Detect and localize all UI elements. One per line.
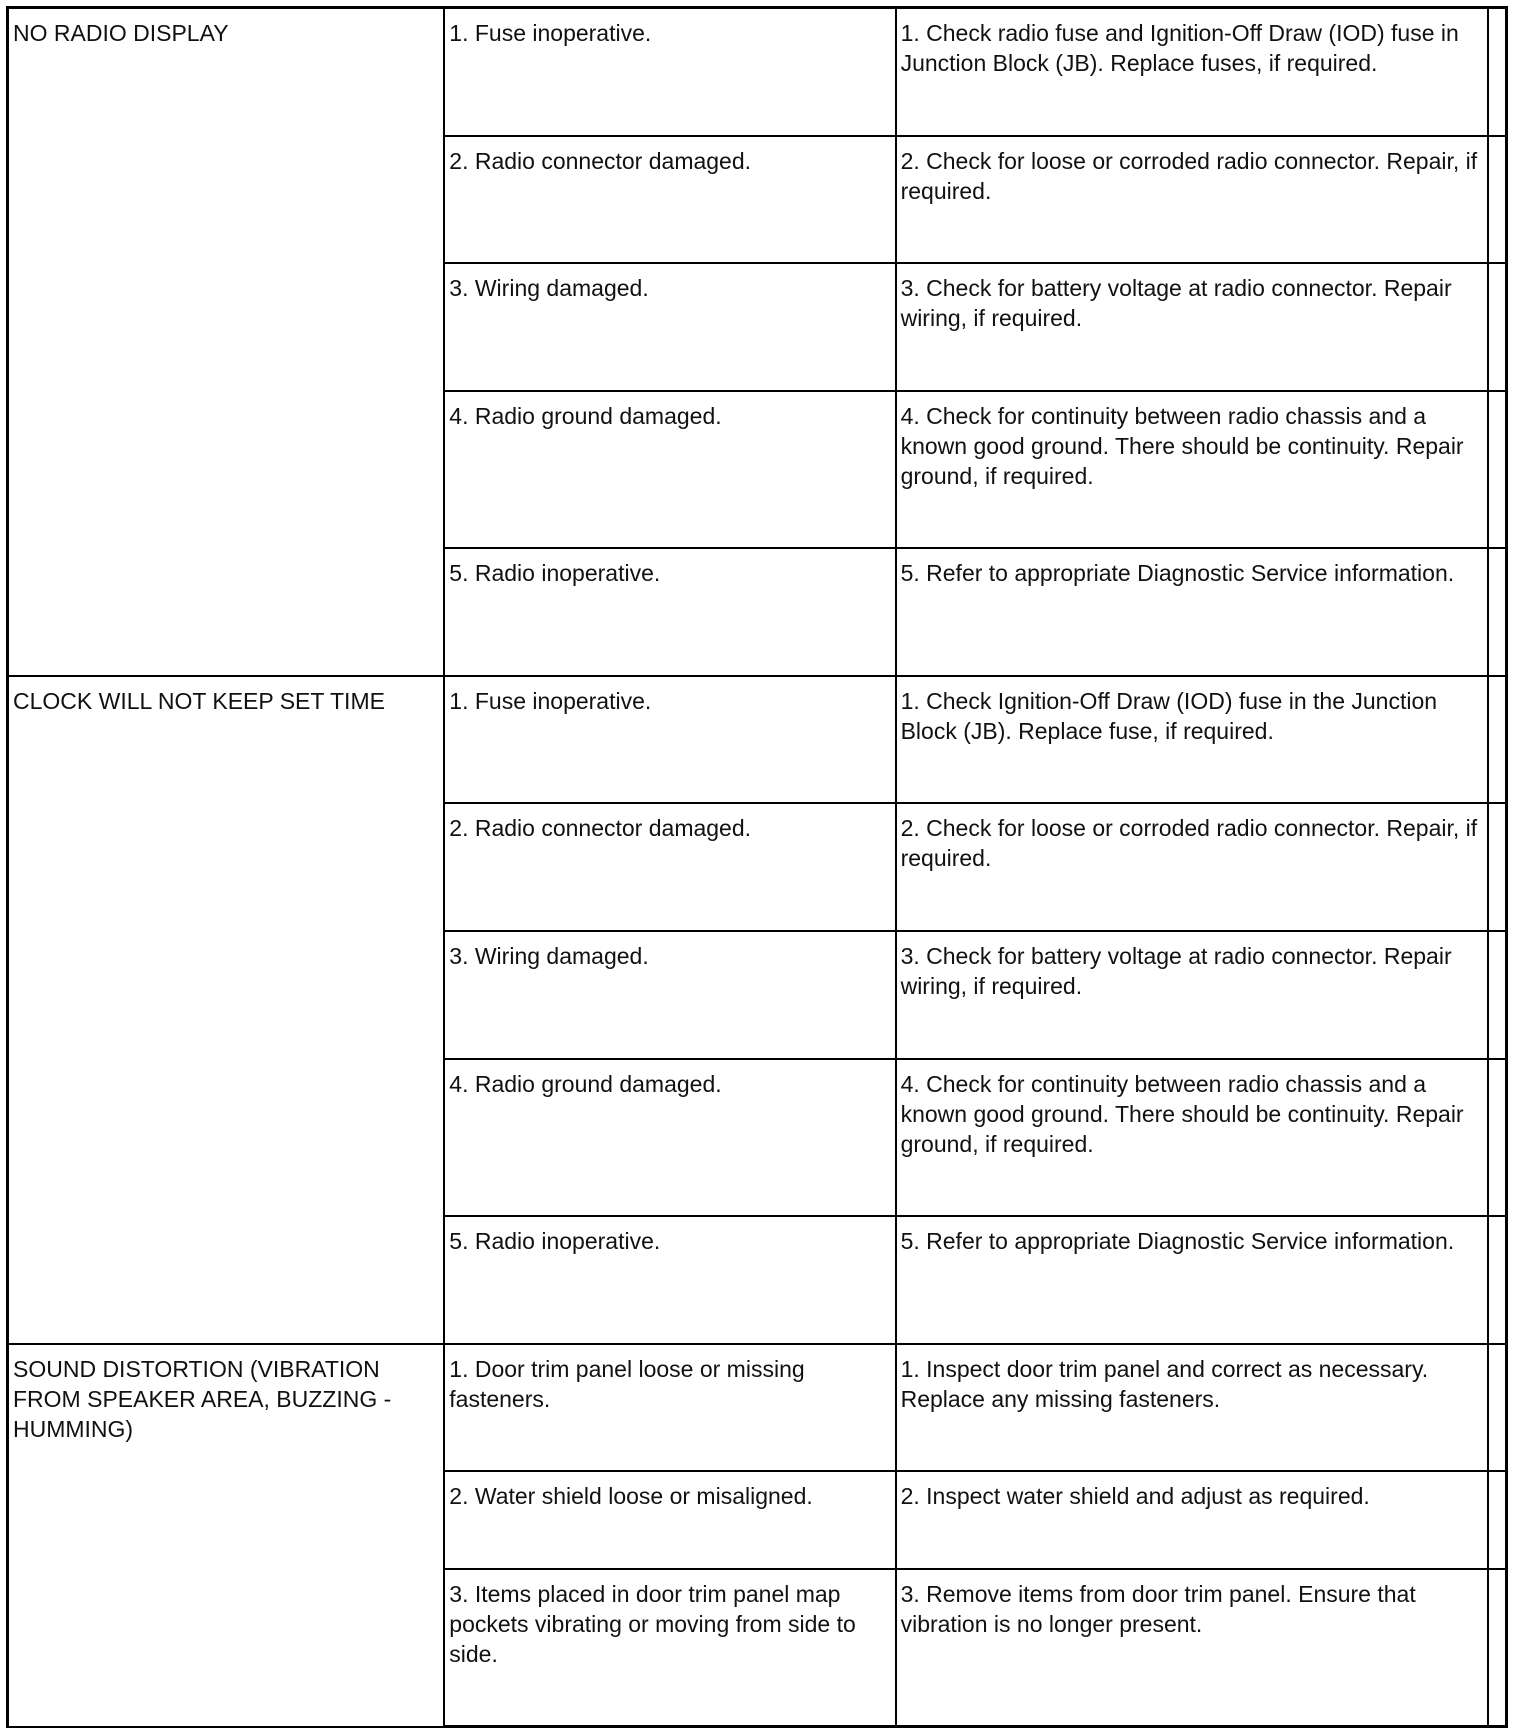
- blank-column-cell: [1488, 1569, 1507, 1727]
- cause-cell: 2. Water shield loose or misaligned.: [444, 1471, 895, 1569]
- action-cell: 2. Check for loose or corroded radio connector. Repair, if required.: [896, 803, 1488, 931]
- blank-column-cell: [1488, 676, 1507, 803]
- action-cell: 5. Refer to appropriate Diagnostic Service information.: [896, 1216, 1488, 1344]
- blank-column-cell: [1488, 8, 1507, 136]
- cause-cell: 1. Door trim panel loose or missing fasteners.: [444, 1344, 895, 1471]
- action-cell: 2. Inspect water shield and adjust as required.: [896, 1471, 1488, 1569]
- cause-cell: 4. Radio ground damaged.: [444, 1059, 895, 1216]
- blank-column-cell: [1488, 803, 1507, 931]
- cause-cell: 3. Wiring damaged.: [444, 931, 895, 1059]
- condition-cell: CLOCK WILL NOT KEEP SET TIME: [8, 676, 445, 1344]
- blank-column-cell: [1488, 1344, 1507, 1471]
- cause-cell: 3. Items placed in door trim panel map pockets vibrating or moving from side to side.: [444, 1569, 895, 1727]
- blank-column-cell: [1488, 263, 1507, 391]
- action-cell: 1. Check Ignition-Off Draw (IOD) fuse in the Junction Block (JB). Replace fuse, if required.: [896, 676, 1488, 803]
- blank-column-cell: [1488, 136, 1507, 263]
- table-row: [8, 676, 1507, 803]
- blank-column-cell: [1488, 1216, 1507, 1344]
- cause-cell: 1. Fuse inoperative.: [444, 676, 895, 803]
- cause-cell: 5. Radio inoperative.: [444, 548, 895, 676]
- action-cell: 4. Check for continuity between radio chassis and a known good ground. There should be continuity. Repair ground, if required.: [896, 391, 1488, 548]
- cause-cell: 4. Radio ground damaged.: [444, 391, 895, 548]
- cause-cell: 1. Fuse inoperative.: [444, 8, 895, 136]
- action-cell: 3. Check for battery voltage at radio connector. Repair wiring, if required.: [896, 931, 1488, 1059]
- action-cell: 1. Inspect door trim panel and correct as necessary. Replace any missing fasteners.: [896, 1344, 1488, 1471]
- blank-column-cell: [1488, 1059, 1507, 1216]
- blank-column-cell: [1488, 548, 1507, 676]
- cause-cell: 2. Radio connector damaged.: [444, 803, 895, 931]
- blank-column-cell: [1488, 931, 1507, 1059]
- action-cell: 1. Check radio fuse and Ignition-Off Draw (IOD) fuse in Junction Block (JB). Replace fuses, if required.: [896, 8, 1488, 136]
- action-cell: 3. Check for battery voltage at radio connector. Repair wiring, if required.: [896, 263, 1488, 391]
- table-row: [8, 1344, 1507, 1471]
- table-row: [8, 8, 1507, 136]
- blank-column-cell: [1488, 1471, 1507, 1569]
- cause-cell: 2. Radio connector damaged.: [444, 136, 895, 263]
- action-cell: 3. Remove items from door trim panel. Ensure that vibration is no longer present.: [896, 1569, 1488, 1727]
- condition-cell: NO RADIO DISPLAY: [8, 8, 445, 676]
- blank-column-cell: [1488, 391, 1507, 548]
- diagnosis-table: [6, 6, 1508, 1728]
- cause-cell: 5. Radio inoperative.: [444, 1216, 895, 1344]
- action-cell: 5. Refer to appropriate Diagnostic Service information.: [896, 548, 1488, 676]
- action-cell: 4. Check for continuity between radio chassis and a known good ground. There should be continuity. Repair ground, if required.: [896, 1059, 1488, 1216]
- condition-cell: SOUND DISTORTION (VIBRATION FROM SPEAKER AREA, BUZZING - HUMMING): [8, 1344, 445, 1727]
- action-cell: 2. Check for loose or corroded radio connector. Repair, if required.: [896, 136, 1488, 263]
- cause-cell: 3. Wiring damaged.: [444, 263, 895, 391]
